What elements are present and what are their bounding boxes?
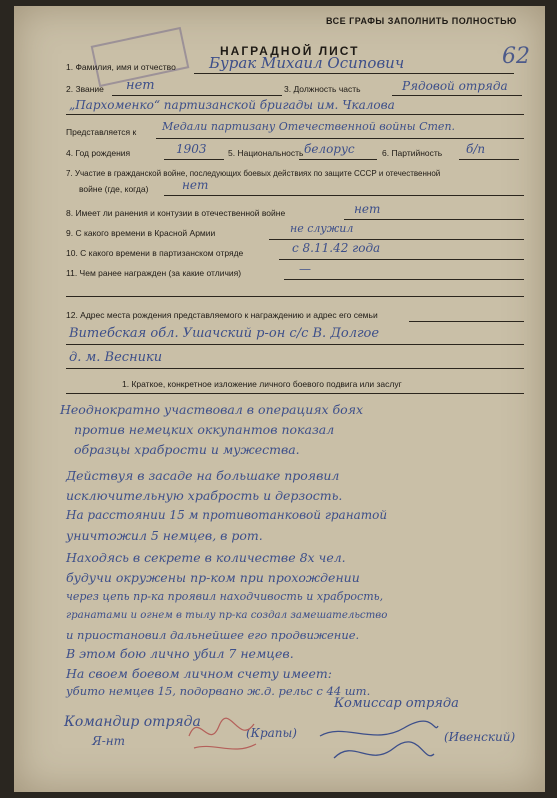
field-7-value: нет [182,178,209,192]
presented-value: Медали партизану Отечественной войны Степ. [162,120,456,133]
page-title: НАГРАДНОЙ ЛИСТ [220,44,360,58]
fill-all-note: ВСЕ ГРАФЫ ЗАПОЛНИТЬ ПОЛНОСТЬЮ [326,16,517,26]
narrative-line: На своем боевом личном счету имеет: [66,666,332,681]
field-5-value: белорус [304,142,355,156]
field-1-label: 1. Фамилия, имя и отчество [66,62,176,72]
field-2-line [112,95,282,96]
field-4-label: 4. Год рождения [66,148,131,158]
field-11-value: — [299,262,311,276]
presented-label: Представляется к [66,127,137,137]
narrative-line: Неоднократно участвовал в операциях боях [60,402,364,417]
field-8-value: нет [354,202,381,216]
narrative-line: гранатами и огнем в тылу пр-ка создал замешательство [66,610,388,621]
field-4-line [164,159,224,160]
narrative-line: уничтожил 5 немцев, в рот. [66,528,263,543]
field-6-label: 6. Партийность [382,148,443,158]
section-line [66,393,524,394]
field-10-line [279,259,524,260]
narrative-line: будучи окружены пр-ком при прохождении [66,570,360,585]
field-12-line-1 [66,344,524,345]
narrative-line: и приостановил дальнейшее его продвижение. [66,628,360,642]
commissar-signature [314,718,444,778]
field-12-line-2 [66,368,524,369]
field-2-value: нет [126,78,155,93]
narrative-line: против немецких оккупантов показал [74,422,335,437]
field-3-label: 3. Должность часть [284,84,361,94]
narrative-line: На расстоянии 15 м противотанковой гранатой [66,508,388,522]
field-12-label: 12. Адрес места рождения представляемого к награждению и адрес его семьи [66,310,378,320]
narrative-line: через цепь пр-ка проявил находчивость и храбрость, [66,590,384,603]
narrative-line: исключительную храбрость и дерзость. [66,488,343,503]
field-11-line-2 [66,296,524,297]
narrative-line: В этом бою лично убил 7 немцев. [66,646,294,661]
field-11-label: 11. Чем ранее награжден (за какие отличия) [66,268,242,278]
field-7-label-b: войне (где, когда) [79,184,149,194]
field-8-label: 8. Имеет ли ранения и контузии в отечественной войне [66,208,286,218]
page-number: 62 [502,44,530,69]
section-title: 1. Краткое, конкретное изложение личного боевого подвига или заслуг [122,379,402,389]
field-7-line [164,195,524,196]
award-sheet [14,6,545,792]
commissar-name: (Ивенский) [444,730,516,744]
unit-line-value: „Пархоменко“ партизанской бригады им. Чкалова [69,98,395,112]
field-1-value: Бурак Михаил Осипович [209,54,405,72]
field-5-label: 5. Национальность [228,148,304,158]
narrative-line: убито немцев 15, подорвано ж.д. рельс с 44 шт. [66,684,371,698]
narrative-line: образцы храбрости и мужества. [74,442,300,457]
commissar-title: Комиссар отряда [334,696,459,711]
field-4-value: 1903 [176,142,207,156]
commander-signature [184,706,264,766]
commander-name: (Крапы) [246,726,297,740]
field-9-value: не служил [290,222,354,235]
field-2-label: 2. Звание [66,84,104,94]
field-10-value: с 8.11.42 года [292,241,381,255]
field-11-line [284,279,524,280]
field-6-line [459,159,519,160]
field-3-line [392,95,522,96]
field-3-value: Рядовой отряда [402,79,508,93]
field-7-label-a: 7. Участие в гражданской войне, последующих боевых действиях по защите СССР и отечественной [66,169,441,178]
field-9-line [269,239,524,240]
field-12-value-a: Витебская обл. Ушачский р-он с/с В. Долгое [69,326,380,341]
presented-line [156,138,524,139]
field-12-line-0 [409,321,524,322]
unit-line [66,114,524,115]
field-1-line [194,73,514,74]
field-8-line [344,219,524,220]
field-10-label: 10. С какого времени в партизанском отряде [66,248,244,258]
commander-title: Командир отряда [64,714,201,730]
field-9-label: 9. С какого времени в Красной Армии [66,228,216,238]
field-12-value-b: д. м. Весники [69,350,163,365]
commander-rank: Я-нт [92,734,126,748]
field-6-value: б/п [466,142,486,156]
narrative-line: Находясь в секрете в количестве 8х чел. [66,550,346,565]
field-5-line [299,159,377,160]
narrative-line: Действуя в засаде на большаке проявил [66,468,340,483]
